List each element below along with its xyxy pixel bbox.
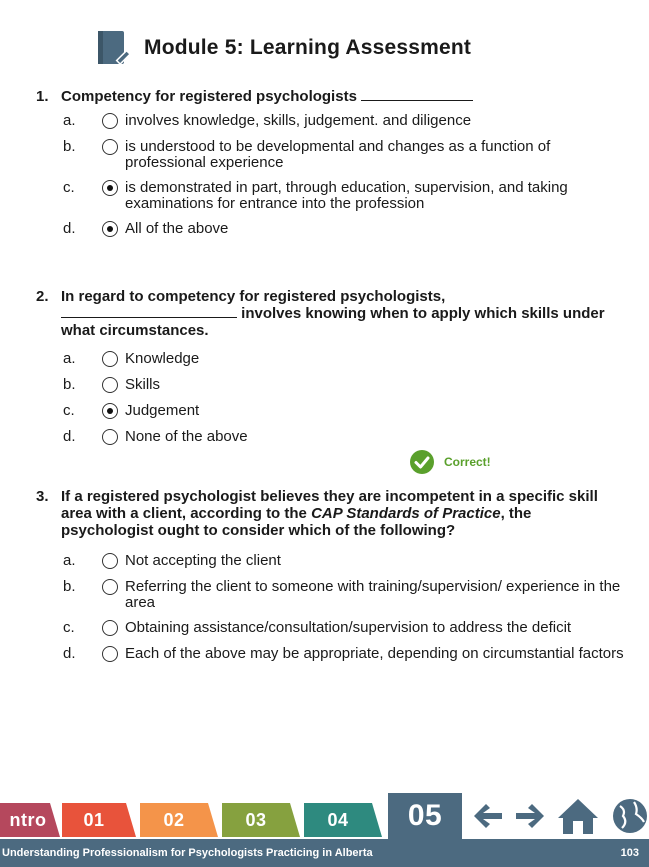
tab-05[interactable]: 05 (407, 799, 443, 832)
footer-title: Understanding Professionalism for Psychologists Practicing in Alberta (2, 847, 373, 859)
option-d[interactable] (36, 429, 626, 445)
option-d[interactable] (36, 646, 626, 662)
question-text-cont: , the psychologist ought to consider which of the following? (61, 505, 532, 539)
option-a[interactable] (36, 113, 626, 129)
radio-button[interactable] (102, 429, 118, 445)
radio-button[interactable] (102, 377, 118, 393)
option-letter: b. (63, 578, 76, 595)
question-number: 2. (36, 288, 49, 305)
option-letter: a. (63, 112, 76, 129)
option-c[interactable] (36, 620, 626, 636)
radio-button[interactable] (102, 113, 118, 129)
option-letter: c. (63, 179, 75, 196)
tab-intro[interactable]: ntro (9, 809, 47, 830)
option-letter: d. (63, 220, 76, 237)
blank-line (361, 88, 473, 101)
module-nav (0, 793, 649, 839)
option-letter: a. (63, 350, 76, 367)
option-b[interactable] (36, 579, 626, 610)
question-2 (36, 288, 626, 455)
question-italic: CAP Standards of Practice (311, 505, 501, 522)
option-text: All of the above (125, 220, 229, 237)
page-number: 103 (620, 847, 639, 859)
question-1-title (36, 88, 626, 105)
option-text: is demonstrated in part, through education, supervision, and taking examinations for entrance into the profession (125, 179, 568, 212)
question-text: Competency for registered psychologists (61, 88, 357, 105)
footer-bar (0, 839, 649, 867)
option-text: Knowledge (125, 350, 200, 367)
question-number: 3. (36, 488, 49, 505)
tab-02[interactable]: 02 (163, 809, 185, 830)
option-letter: b. (63, 138, 76, 155)
option-text: Obtaining assistance/consultation/supervision to address the deficit (125, 619, 572, 636)
radio-button[interactable] (102, 646, 118, 662)
radio-button[interactable] (102, 139, 118, 155)
option-text: Each of the above may be appropriate, depending on circumstantial factors (125, 645, 624, 662)
option-c[interactable] (36, 180, 626, 211)
option-text: Not accepting the client (125, 552, 281, 569)
radio-button[interactable] (102, 180, 118, 196)
option-text: None of the above (125, 428, 248, 445)
blank-line (61, 305, 237, 318)
radio-button[interactable] (102, 351, 118, 367)
question-number: 1. (36, 88, 49, 105)
question-text-cont: involves knowing when to apply which skills under what circumstances. (61, 305, 605, 339)
question-2-title (36, 288, 626, 339)
option-letter: a. (63, 552, 76, 569)
question-1 (36, 88, 626, 247)
question-text: In regard to competency for registered psychologists, (61, 288, 446, 305)
option-d[interactable] (36, 221, 626, 237)
option-letter: c. (63, 619, 75, 636)
option-letter: b. (63, 376, 76, 393)
question-text: If a registered psychologist believes they are incompetent in a specific skill area with a client, according to the (61, 488, 598, 522)
option-a[interactable] (36, 351, 626, 367)
question-3-title (36, 488, 626, 539)
arrow-right-icon[interactable] (512, 796, 548, 836)
radio-button[interactable] (102, 620, 118, 636)
option-a[interactable] (36, 553, 626, 569)
radio-button[interactable] (102, 221, 118, 237)
check-circle-icon (410, 450, 434, 474)
tab-03[interactable]: 03 (245, 809, 267, 830)
tab-04[interactable]: 04 (327, 809, 349, 830)
tab-01[interactable]: 01 (83, 809, 105, 830)
option-letter: d. (63, 428, 76, 445)
option-text: Referring the client to someone with training/supervision/ experience in the area (125, 578, 621, 611)
option-text: involves knowledge, skills, judgement. and diligence (125, 112, 472, 129)
radio-button[interactable] (102, 403, 118, 419)
option-b[interactable] (36, 139, 626, 170)
globe-icon[interactable] (608, 796, 649, 836)
option-text: is understood to be developmental and changes as a function of professional experience (125, 138, 551, 171)
question-3 (36, 488, 626, 672)
option-letter: c. (63, 402, 75, 419)
radio-button[interactable] (102, 579, 118, 595)
feedback-text: Correct! (444, 455, 491, 469)
page-header (96, 30, 471, 66)
option-text: Judgement (125, 402, 200, 419)
book-edit-icon (96, 30, 132, 66)
option-letter: d. (63, 645, 76, 662)
option-b[interactable] (36, 377, 626, 393)
home-icon[interactable] (556, 796, 600, 836)
radio-button[interactable] (102, 553, 118, 569)
page-title: Module 5: Learning Assessment (144, 36, 472, 59)
option-c[interactable] (36, 403, 626, 419)
correct-feedback (410, 450, 491, 474)
arrow-left-icon[interactable] (470, 796, 506, 836)
option-text: Skills (125, 376, 161, 393)
